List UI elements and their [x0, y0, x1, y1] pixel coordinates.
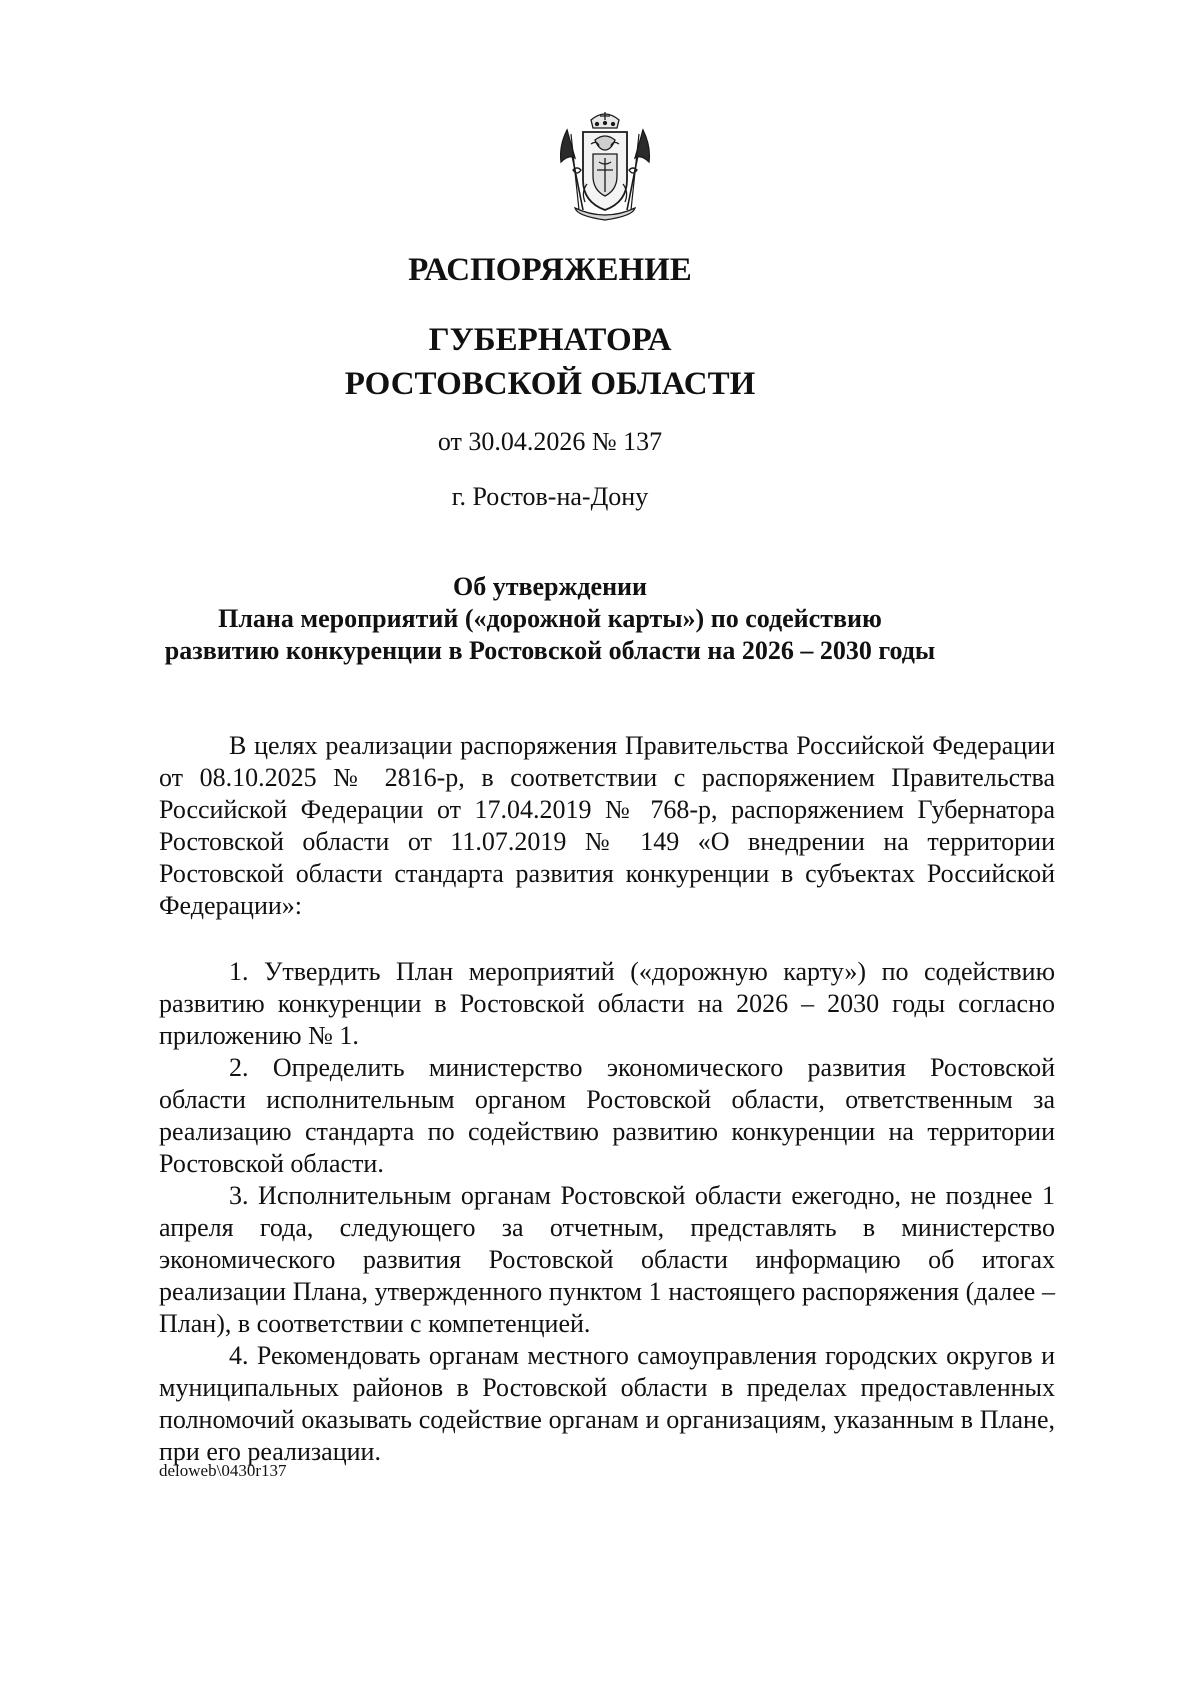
city-line: г. Ростов-на-Дону: [451, 482, 649, 511]
item-paragraph: 4. Рекомендовать органам местного самоуправления городских округов и муниципальных районов в Ростовской области в пределах предоставленных полномочий оказывать содействие органам и организациям, указанным в Плане, при его реализации.: [159, 1341, 1055, 1466]
issuer-line: ГУБЕРНАТОРА: [428, 322, 672, 358]
coat-of-arms-icon: [553, 110, 657, 222]
document-type-heading: РАСПОРЯЖЕНИЕ: [408, 252, 692, 288]
file-reference: deloweb\0430r137: [159, 1461, 287, 1480]
subject-line: Об утверждении: [452, 572, 648, 601]
date-number-line: от 30.04.2026 № 137: [437, 427, 663, 456]
issuer-heading: [0, 318, 1100, 406]
document-subject: [0, 571, 1100, 667]
item-paragraph: 2. Определить министерство экономического развития Ростовской области исполнительным органом Ростовской области, ответственным за реализацию стандарта по содействию развитию конкуренции на территории Ростовской области.: [159, 1053, 1055, 1178]
issuer-line: РОСТОВСКОЙ ОБЛАСТИ: [344, 366, 756, 402]
item-paragraph: 3. Исполнительным органам Ростовской области ежегодно, не позднее 1 апреля года, следующего за отчетным, представлять в министерство экономического развития Ростовской области информацию об итогах реализации Плана, утвержденного пунктом 1 настоящего распоряжения (далее – План), в соответствии с компетенцией.: [159, 1181, 1055, 1338]
item-paragraph: 1. Утвердить План мероприятий («дорожную карту») по содействию развитию конкуренции в Ростовской области на 2026 – 2030 годы согласно приложению № 1.: [159, 957, 1055, 1050]
subject-line: Плана мероприятий («дорожной карты») по содействию: [218, 604, 882, 633]
document-body: [159, 730, 1055, 1468]
subject-line: развитию конкуренции в Ростовской области на 2026 – 2030 годы: [164, 636, 936, 665]
preamble-paragraph: В целях реализации распоряжения Правительства Российской Федерации от 08.10.2025 № 2816-р, в соответствии с распоряжением Правительства Российской Федерации от 17.04.2019 № 768-р, распоряжением Губернатора Ростовской области от 11.07.2019 № 149 «О внедрении на территории Ростовской области стандарта развития конкуренции в субъектах Российской Федерации»:: [159, 731, 1055, 920]
